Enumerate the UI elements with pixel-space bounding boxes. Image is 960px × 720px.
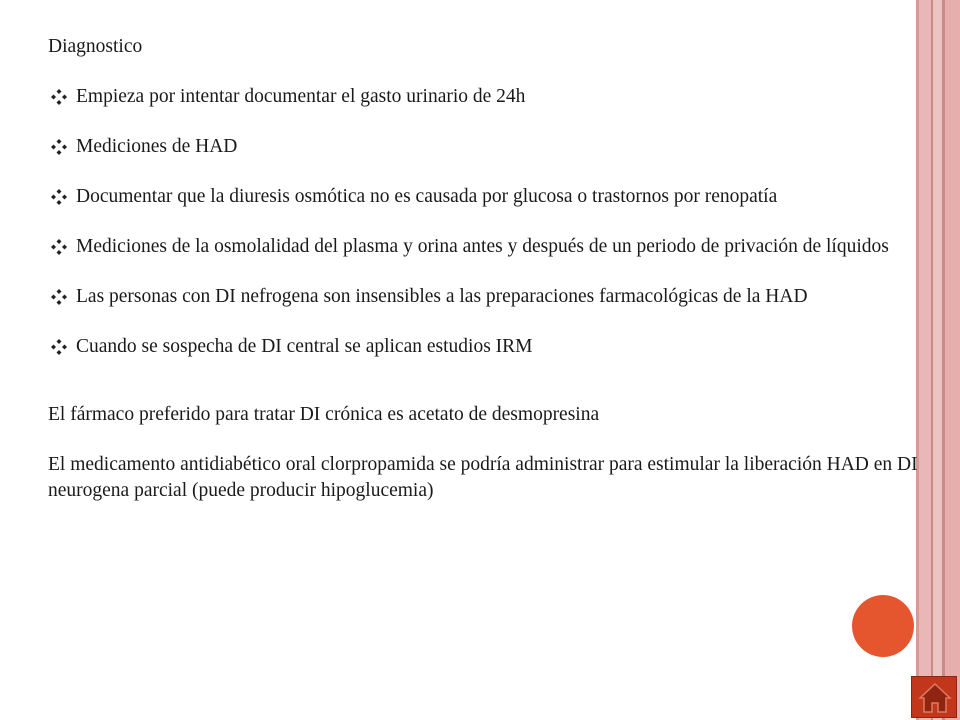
accent-circle: [852, 595, 914, 657]
bullet-item: [48, 184, 920, 210]
bullet-text: Mediciones de HAD: [76, 136, 238, 157]
diamond-bullet-icon: [51, 289, 67, 305]
home-button[interactable]: [911, 676, 957, 718]
decorative-stripes: [916, 0, 960, 720]
slide-content: [48, 34, 920, 528]
bullet-item: [48, 334, 920, 360]
home-icon: [918, 681, 952, 715]
bullet-list: [48, 84, 920, 360]
bullet-item: [48, 284, 920, 310]
diamond-bullet-icon: [51, 239, 67, 255]
bullet-item: [48, 134, 920, 160]
diamond-bullet-icon: [51, 89, 67, 105]
slide-heading: Diagnostico: [48, 36, 143, 57]
bullet-text: Empieza por intentar documentar el gasto urinario de 24h: [76, 86, 526, 107]
paragraph-treatment: El fármaco preferido para tratar DI crónica es acetato de desmopresina: [48, 404, 600, 425]
diamond-bullet-icon: [51, 339, 67, 355]
diamond-bullet-icon: [51, 139, 67, 155]
bullet-text: Documentar que la diuresis osmótica no es causada por glucosa o trastornos por renopatía: [76, 186, 778, 207]
bullet-text: Las personas con DI nefrogena son insensibles a las preparaciones farmacológicas de la HAD: [76, 286, 808, 307]
bullet-text: Cuando se sospecha de DI central se aplican estudios IRM: [76, 336, 533, 357]
bullet-text: Mediciones de la osmolalidad del plasma y orina antes y después de un periodo de privación de líquidos: [76, 236, 889, 257]
diamond-bullet-icon: [51, 189, 67, 205]
paragraph-medication: El medicamento antidiabético oral clorpropamida se podría administrar para estimular la liberación HAD en DI neurogena parcial (puede producir hipoglucemia): [48, 454, 918, 501]
bullet-item: [48, 84, 920, 110]
bullet-item: [48, 234, 920, 260]
